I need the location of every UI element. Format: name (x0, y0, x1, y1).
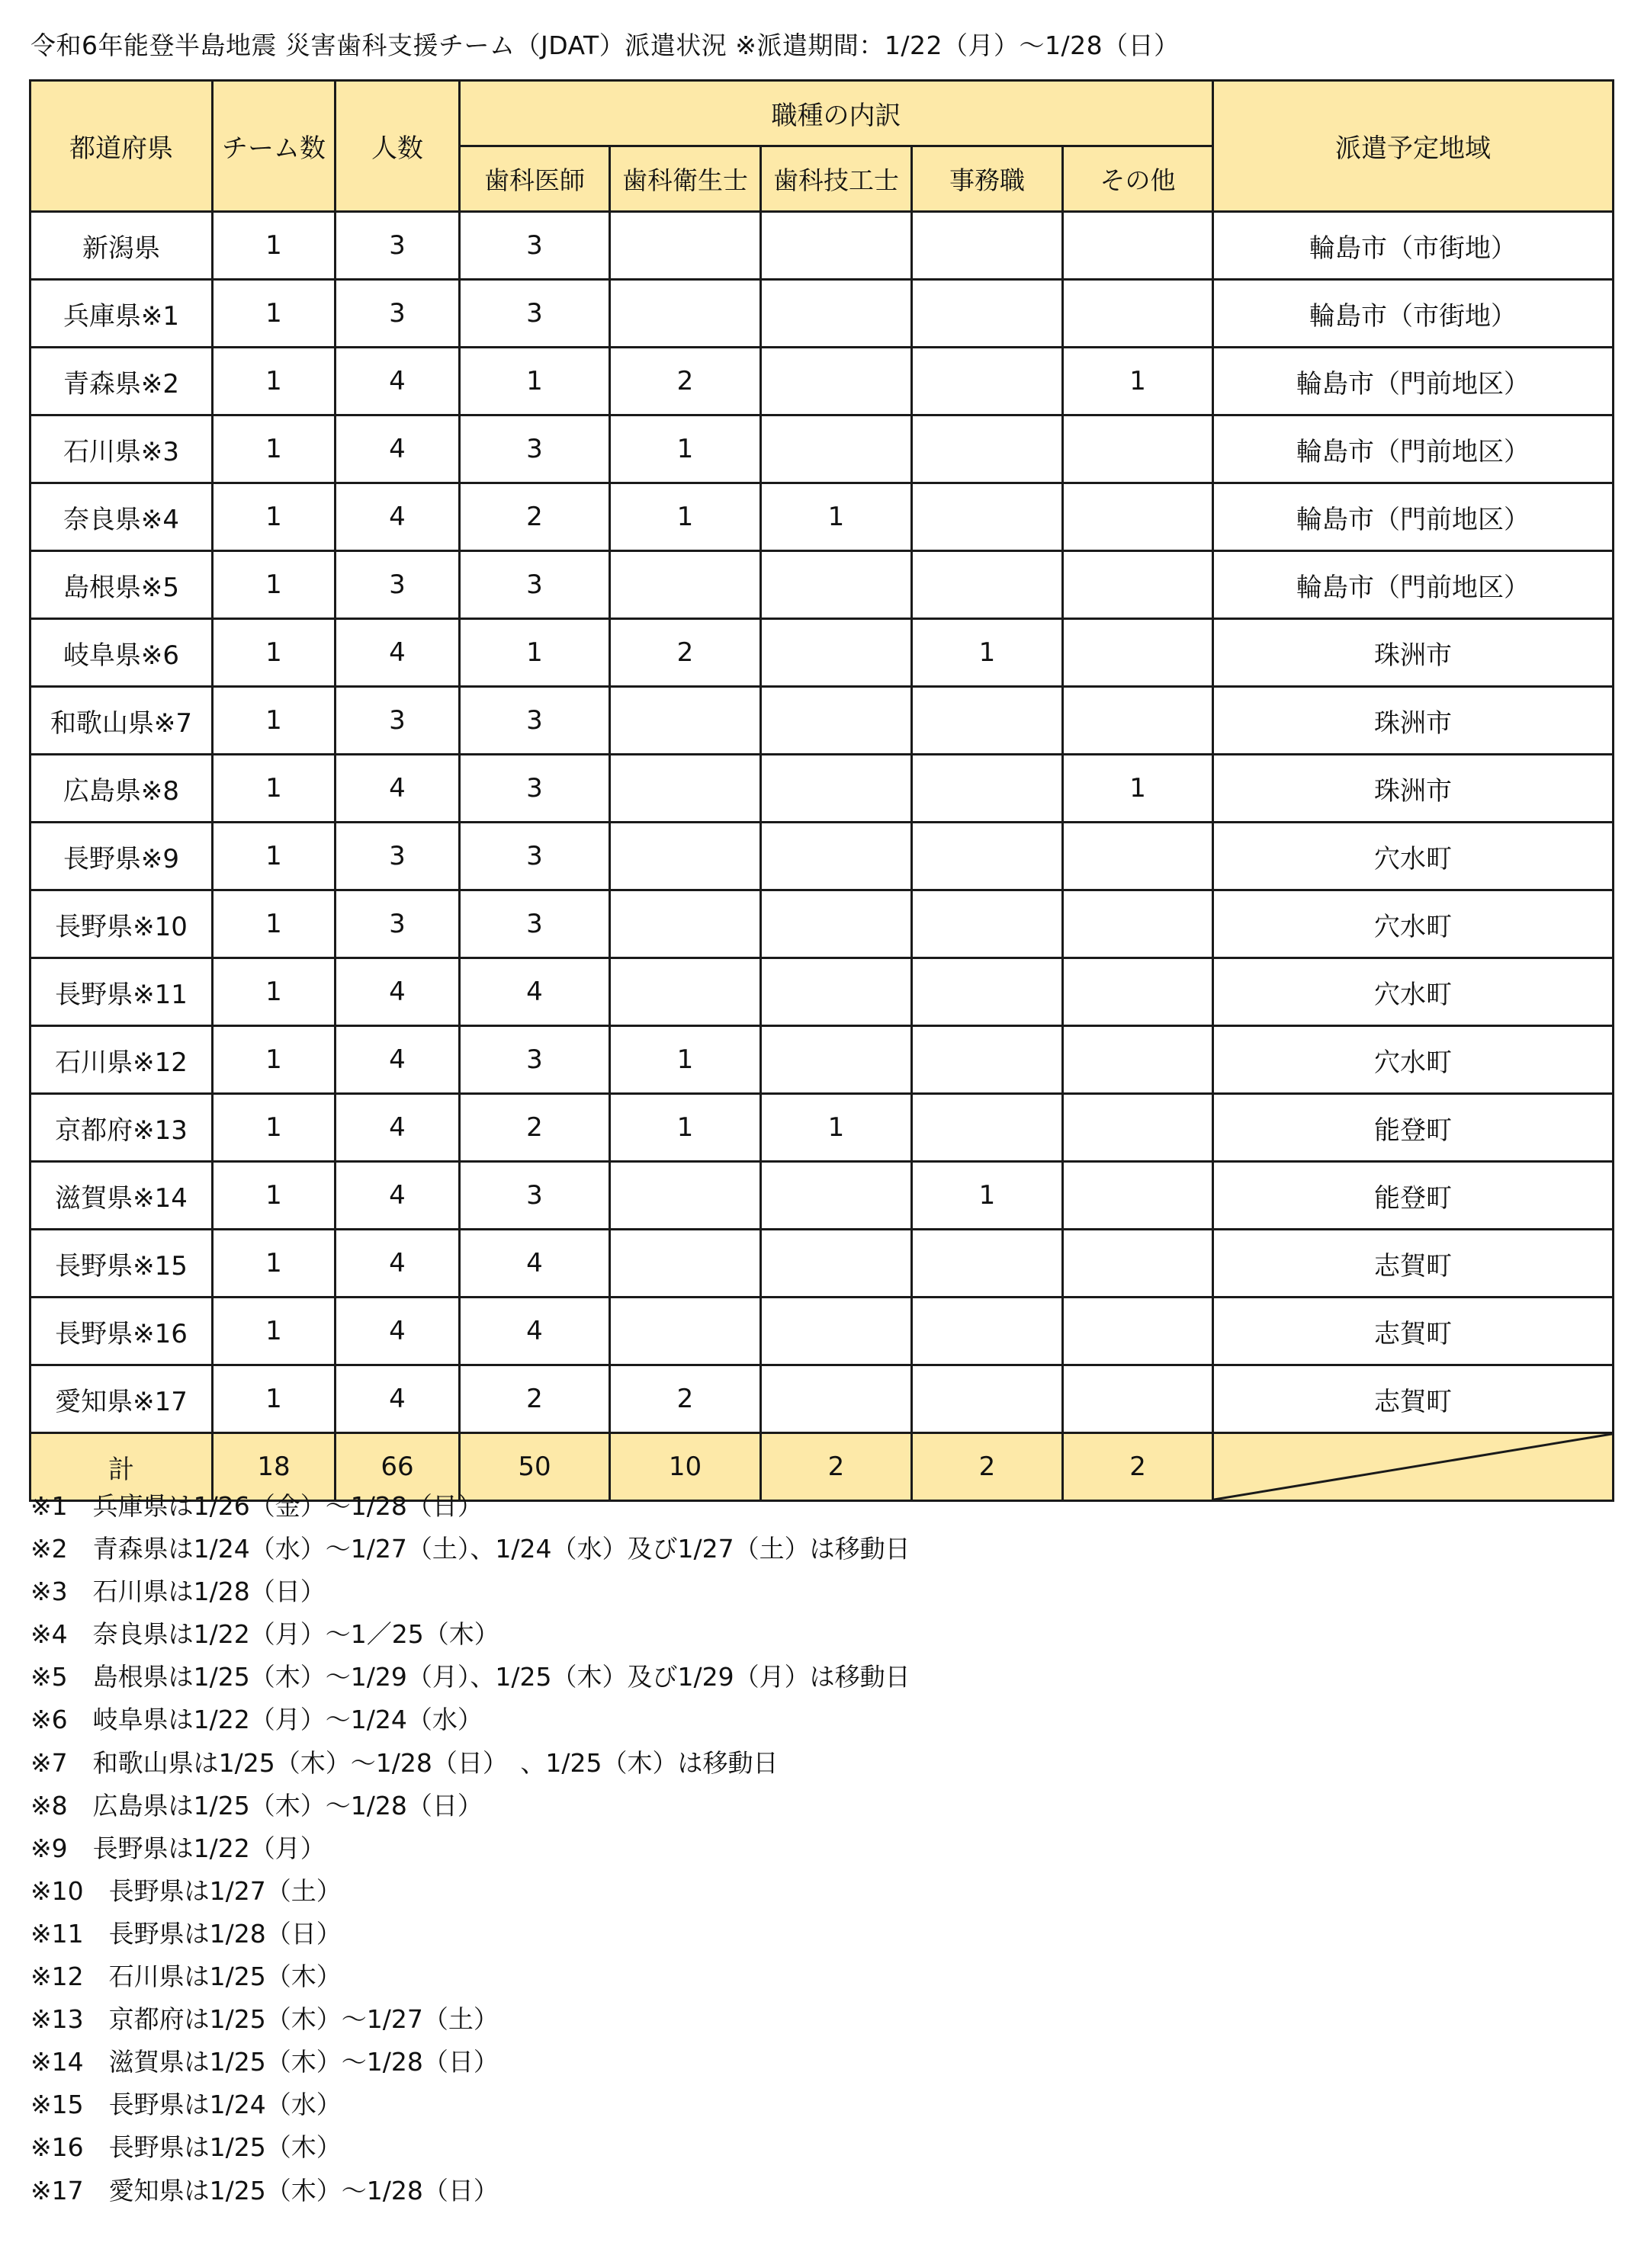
cell-pref: 石川県※3 (31, 415, 213, 483)
cell-pref: 長野県※10 (31, 890, 213, 958)
footnote: ※10 長野県は1/27（土） (31, 1875, 342, 1906)
cell-other (1063, 551, 1213, 619)
cell-pref: 奈良県※4 (31, 483, 213, 551)
cell-technician (761, 1298, 912, 1365)
cell-people: 4 (336, 1026, 460, 1094)
table-row (31, 348, 1614, 415)
header-prefecture: 都道府県 (31, 81, 213, 212)
footnotes (31, 1485, 910, 2212)
cell-people: 3 (336, 823, 460, 890)
cell-office (912, 755, 1063, 823)
total-label: 計 (31, 1433, 213, 1501)
cell-people: 4 (336, 348, 460, 415)
cell-area: 穴水町 (1213, 958, 1614, 1026)
cell-people: 4 (336, 958, 460, 1026)
table-row (31, 823, 1614, 890)
cell-other (1063, 1230, 1213, 1298)
table-row (31, 1094, 1614, 1162)
cell-teams: 1 (213, 1162, 336, 1230)
cell-teams: 1 (213, 1365, 336, 1433)
cell-dentist: 3 (460, 551, 610, 619)
cell-people: 4 (336, 483, 460, 551)
total-other: 2 (1063, 1433, 1213, 1501)
footnote: ※8 広島県は1/25（木）～1/28（日） (31, 1790, 483, 1820)
cell-people: 3 (336, 551, 460, 619)
cell-office (912, 687, 1063, 755)
cell-other (1063, 1026, 1213, 1094)
cell-area: 珠洲市 (1213, 687, 1614, 755)
cell-area: 珠洲市 (1213, 619, 1614, 687)
cell-hygienist: 1 (610, 415, 761, 483)
footnote: ※6 岐阜県は1/22（月）～1/24（水） (31, 1705, 483, 1735)
table-row (31, 755, 1614, 823)
cell-pref: 兵庫県※1 (31, 280, 213, 348)
table-row (31, 1298, 1614, 1365)
cell-hygienist (610, 1230, 761, 1298)
cell-pref: 長野県※9 (31, 823, 213, 890)
cell-other (1063, 890, 1213, 958)
footnote: ※7 和歌山県は1/25（木）～1/28（日） 、1/25（木）は移動日 (31, 1747, 779, 1778)
cell-hygienist (610, 280, 761, 348)
cell-other (1063, 958, 1213, 1026)
cell-technician (761, 1365, 912, 1433)
cell-pref: 島根県※5 (31, 551, 213, 619)
cell-area: 志賀町 (1213, 1230, 1614, 1298)
cell-pref: 石川県※12 (31, 1026, 213, 1094)
cell-area: 輪島市（市街地） (1213, 280, 1614, 348)
cell-office (912, 483, 1063, 551)
total-dentist: 50 (460, 1433, 610, 1501)
cell-hygienist: 1 (610, 483, 761, 551)
cell-pref: 長野県※11 (31, 958, 213, 1026)
dispatch-table (29, 79, 1614, 1502)
cell-technician: 1 (761, 483, 912, 551)
cell-people: 3 (336, 212, 460, 280)
cell-area: 志賀町 (1213, 1298, 1614, 1365)
cell-people: 4 (336, 1298, 460, 1365)
cell-hygienist (610, 212, 761, 280)
footnote: ※3 石川県は1/28（日） (31, 1577, 326, 1607)
footnote: ※1 兵庫県は1/26（金）～1/28（日） (31, 1491, 483, 1521)
cell-technician (761, 212, 912, 280)
cell-office: 1 (912, 1162, 1063, 1230)
cell-pref: 滋賀県※14 (31, 1162, 213, 1230)
cell-area: 穴水町 (1213, 890, 1614, 958)
cell-pref: 長野県※16 (31, 1298, 213, 1365)
cell-area: 能登町 (1213, 1162, 1614, 1230)
table-row (31, 551, 1614, 619)
table-row (31, 483, 1614, 551)
cell-people: 4 (336, 1365, 460, 1433)
cell-hygienist (610, 551, 761, 619)
cell-people: 4 (336, 1162, 460, 1230)
cell-office (912, 1298, 1063, 1365)
cell-other (1063, 619, 1213, 687)
footnote: ※12 石川県は1/25（木） (31, 1962, 342, 1992)
cell-teams: 1 (213, 890, 336, 958)
footnote: ※17 愛知県は1/25（木）～1/28（日） (31, 2175, 499, 2205)
cell-pref: 岐阜県※6 (31, 619, 213, 687)
header-dentist: 歯科医師 (460, 146, 610, 212)
cell-dentist: 4 (460, 958, 610, 1026)
cell-dentist: 3 (460, 280, 610, 348)
cell-teams: 1 (213, 415, 336, 483)
cell-hygienist: 2 (610, 1365, 761, 1433)
cell-technician (761, 1230, 912, 1298)
cell-teams: 1 (213, 823, 336, 890)
cell-technician (761, 890, 912, 958)
cell-people: 3 (336, 687, 460, 755)
cell-pref: 長野県※15 (31, 1230, 213, 1298)
table-row (31, 212, 1614, 280)
table-row (31, 958, 1614, 1026)
cell-hygienist: 1 (610, 1094, 761, 1162)
table-row (31, 415, 1614, 483)
cell-dentist: 3 (460, 823, 610, 890)
cell-teams: 1 (213, 619, 336, 687)
cell-people: 4 (336, 755, 460, 823)
cell-dentist: 2 (460, 1365, 610, 1433)
table-row (31, 687, 1614, 755)
footnote: ※15 長野県は1/24（水） (31, 2090, 342, 2120)
cell-hygienist (610, 890, 761, 958)
header-teams: チーム数 (213, 81, 336, 212)
cell-people: 3 (336, 890, 460, 958)
total-area-diagonal (1213, 1433, 1614, 1501)
page-title: 令和6年能登半島地震 災害歯科支援チーム（JDAT）派遣状況 ※派遣期間：1/22（月）～1/28（日） (31, 30, 1180, 60)
cell-pref: 青森県※2 (31, 348, 213, 415)
cell-other (1063, 1365, 1213, 1433)
cell-people: 4 (336, 1230, 460, 1298)
cell-other (1063, 212, 1213, 280)
cell-area: 輪島市（門前地区） (1213, 348, 1614, 415)
cell-teams: 1 (213, 280, 336, 348)
cell-pref: 愛知県※17 (31, 1365, 213, 1433)
cell-technician (761, 280, 912, 348)
cell-area: 穴水町 (1213, 1026, 1614, 1094)
cell-hygienist (610, 958, 761, 1026)
footnote: ※2 青森県は1/24（水）～1/27（土）、1/24（水）及び1/27（土）は移動日 (31, 1534, 910, 1564)
cell-dentist: 1 (460, 348, 610, 415)
cell-technician (761, 1162, 912, 1230)
footnote: ※9 長野県は1/22（月） (31, 1833, 326, 1863)
footnote: ※5 島根県は1/25（木）～1/29（月）、1/25（木）及び1/29（月）は移動日 (31, 1662, 910, 1692)
cell-office (912, 1230, 1063, 1298)
footnote: ※11 長野県は1/28（日） (31, 1918, 342, 1949)
cell-technician (761, 1026, 912, 1094)
cell-technician (761, 823, 912, 890)
cell-teams: 1 (213, 958, 336, 1026)
cell-technician (761, 415, 912, 483)
cell-dentist: 3 (460, 687, 610, 755)
cell-area: 能登町 (1213, 1094, 1614, 1162)
header-technician: 歯科技工士 (761, 146, 912, 212)
cell-hygienist (610, 755, 761, 823)
cell-technician (761, 348, 912, 415)
cell-office (912, 280, 1063, 348)
cell-teams: 1 (213, 1298, 336, 1365)
cell-hygienist: 2 (610, 348, 761, 415)
cell-other (1063, 483, 1213, 551)
table-row (31, 1026, 1614, 1094)
cell-teams: 1 (213, 1230, 336, 1298)
cell-pref: 和歌山県※7 (31, 687, 213, 755)
cell-pref: 新潟県 (31, 212, 213, 280)
table-row (31, 1365, 1614, 1433)
cell-people: 4 (336, 415, 460, 483)
table-row (31, 619, 1614, 687)
cell-teams: 1 (213, 483, 336, 551)
cell-pref: 広島県※8 (31, 755, 213, 823)
table-row (31, 1162, 1614, 1230)
cell-dentist: 4 (460, 1298, 610, 1365)
cell-hygienist: 2 (610, 619, 761, 687)
cell-teams: 1 (213, 1026, 336, 1094)
cell-area: 輪島市（門前地区） (1213, 483, 1614, 551)
header-other: その他 (1063, 146, 1213, 212)
cell-dentist: 3 (460, 755, 610, 823)
total-technician: 2 (761, 1433, 912, 1501)
cell-technician (761, 619, 912, 687)
cell-other (1063, 280, 1213, 348)
cell-dentist: 3 (460, 1026, 610, 1094)
cell-office: 1 (912, 619, 1063, 687)
cell-dentist: 3 (460, 212, 610, 280)
cell-teams: 1 (213, 212, 336, 280)
cell-pref: 京都府※13 (31, 1094, 213, 1162)
cell-office (912, 1094, 1063, 1162)
header-area: 派遣予定地域 (1213, 81, 1614, 212)
cell-people: 4 (336, 1094, 460, 1162)
cell-dentist: 3 (460, 415, 610, 483)
cell-area: 志賀町 (1213, 1365, 1614, 1433)
cell-office (912, 1365, 1063, 1433)
cell-other (1063, 1298, 1213, 1365)
cell-area: 輪島市（門前地区） (1213, 415, 1614, 483)
total-office: 2 (912, 1433, 1063, 1501)
cell-teams: 1 (213, 1094, 336, 1162)
cell-hygienist (610, 1162, 761, 1230)
cell-office (912, 415, 1063, 483)
cell-dentist: 4 (460, 1230, 610, 1298)
cell-dentist: 2 (460, 1094, 610, 1162)
cell-other (1063, 1162, 1213, 1230)
total-people: 66 (336, 1433, 460, 1501)
cell-other (1063, 415, 1213, 483)
cell-hygienist (610, 1298, 761, 1365)
cell-teams: 1 (213, 687, 336, 755)
cell-hygienist: 1 (610, 1026, 761, 1094)
footnote: ※16 長野県は1/25（木） (31, 2132, 342, 2163)
cell-technician (761, 551, 912, 619)
header-people: 人数 (336, 81, 460, 212)
cell-technician (761, 958, 912, 1026)
header-office: 事務職 (912, 146, 1063, 212)
cell-area: 輪島市（門前地区） (1213, 551, 1614, 619)
cell-teams: 1 (213, 348, 336, 415)
total-hygienist: 10 (610, 1433, 761, 1501)
header-hygienist: 歯科衛生士 (610, 146, 761, 212)
cell-other (1063, 1094, 1213, 1162)
footnote: ※14 滋賀県は1/25（木）～1/28（日） (31, 2047, 499, 2077)
cell-technician (761, 755, 912, 823)
cell-people: 3 (336, 280, 460, 348)
cell-area: 珠洲市 (1213, 755, 1614, 823)
cell-hygienist (610, 823, 761, 890)
cell-office (912, 958, 1063, 1026)
cell-office (912, 348, 1063, 415)
cell-other: 1 (1063, 755, 1213, 823)
cell-dentist: 3 (460, 1162, 610, 1230)
cell-area: 輪島市（市街地） (1213, 212, 1614, 280)
cell-office (912, 823, 1063, 890)
cell-office (912, 212, 1063, 280)
cell-people: 4 (336, 619, 460, 687)
table-body (31, 212, 1614, 1433)
header-breakdown: 職種の内訳 (460, 81, 1213, 146)
cell-teams: 1 (213, 551, 336, 619)
cell-technician: 1 (761, 1094, 912, 1162)
cell-dentist: 3 (460, 890, 610, 958)
table-row (31, 890, 1614, 958)
cell-other (1063, 823, 1213, 890)
cell-dentist: 1 (460, 619, 610, 687)
cell-other (1063, 687, 1213, 755)
cell-office (912, 551, 1063, 619)
total-teams: 18 (213, 1433, 336, 1501)
cell-office (912, 890, 1063, 958)
cell-other: 1 (1063, 348, 1213, 415)
footnote: ※13 京都府は1/25（木）～1/27（土） (31, 2004, 499, 2035)
table-row (31, 280, 1614, 348)
cell-area: 穴水町 (1213, 823, 1614, 890)
table-row (31, 1230, 1614, 1298)
footnote: ※4 奈良県は1/22（月）～1／25（木） (31, 1619, 499, 1650)
cell-dentist: 2 (460, 483, 610, 551)
cell-hygienist (610, 687, 761, 755)
cell-teams: 1 (213, 755, 336, 823)
cell-technician (761, 687, 912, 755)
cell-office (912, 1026, 1063, 1094)
diagonal-line-icon (1214, 1434, 1612, 1500)
